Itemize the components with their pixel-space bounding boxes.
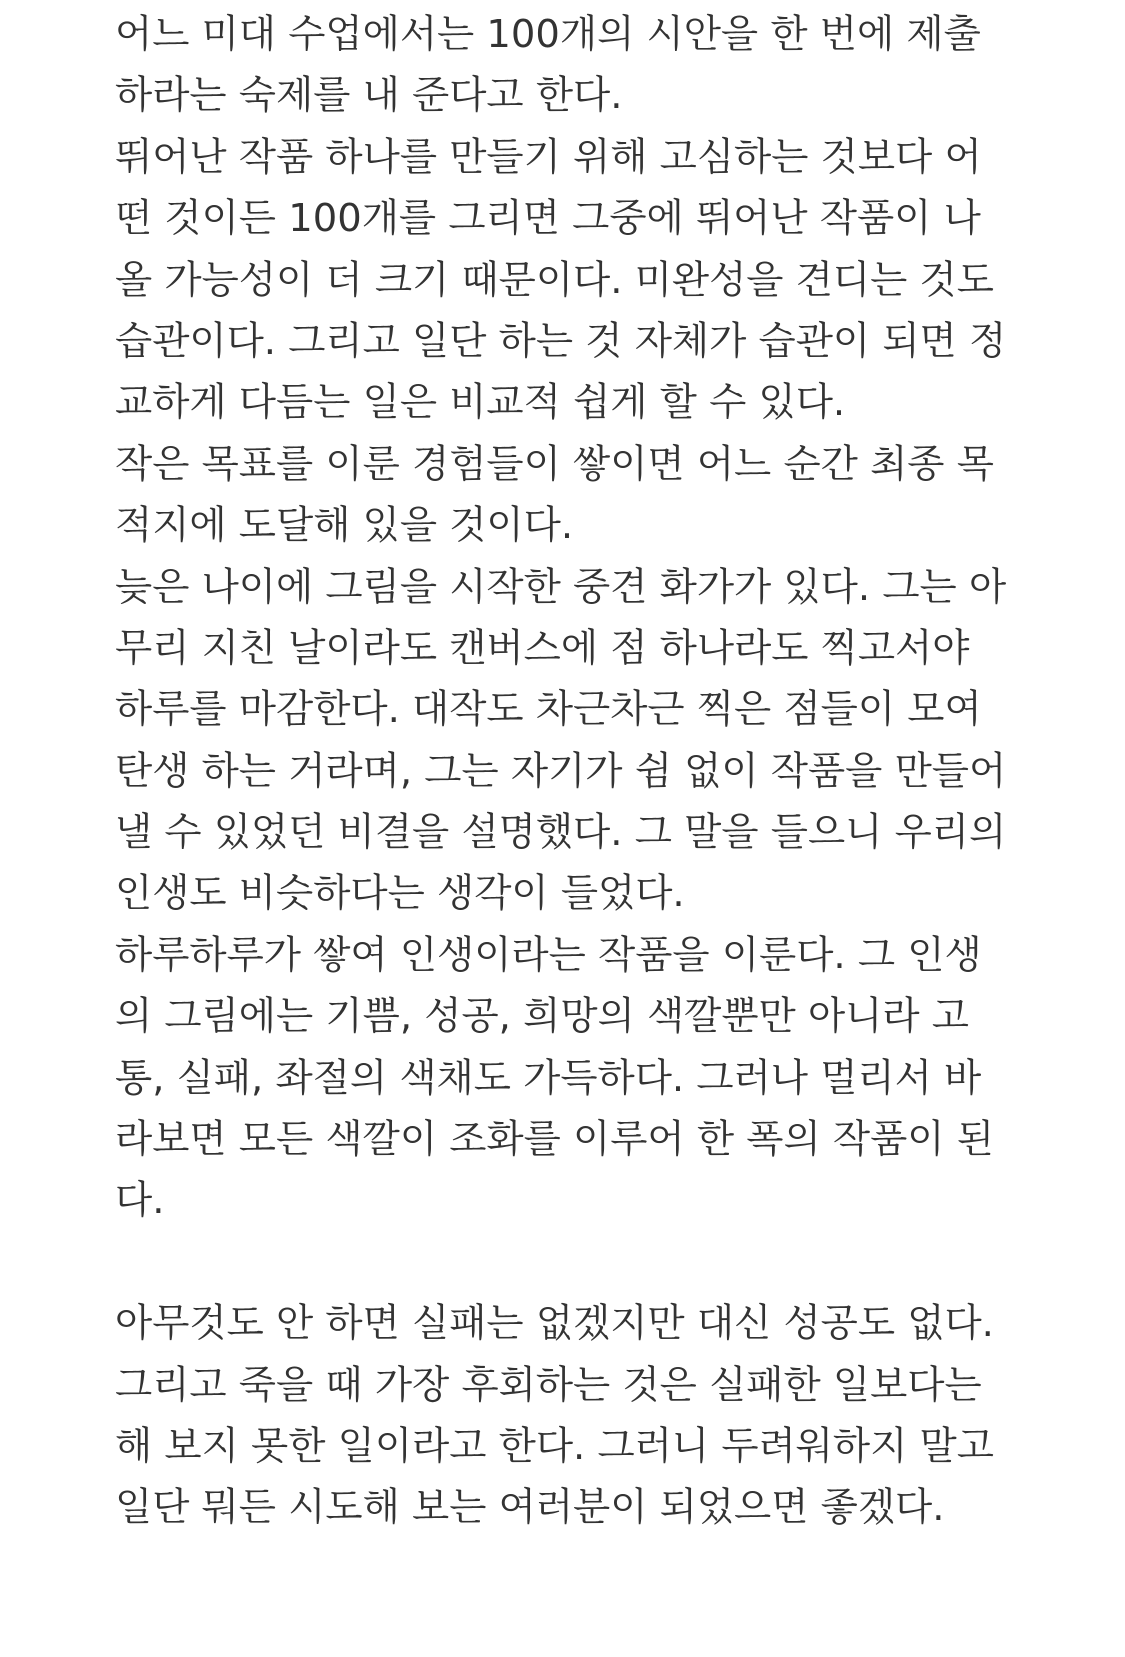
text-line: 낼 수 있었던 비결을 설명했다. 그 말을 들으니 우리의 (115, 810, 1007, 856)
text-line: 일단 뭐든 시도해 보는 여러분이 되었으면 좋겠다. (115, 1485, 945, 1531)
text-line: 적지에 도달해 있을 것이다. (115, 503, 574, 549)
paragraph-gap (115, 1232, 1075, 1293)
document-body (115, 4, 1075, 1539)
text-line: 통, 실패, 좌절의 색채도 가득하다. 그러나 멀리서 바 (115, 1055, 982, 1101)
text-line: 무리 지친 날이라도 캔버스에 점 하나라도 찍고서야 (115, 625, 970, 671)
text-line: 늦은 나이에 그림을 시작한 중견 화가가 있다. 그는 아 (115, 564, 1007, 610)
text-line: 라보면 모든 색깔이 조화를 이루어 한 폭의 작품이 된 (115, 1117, 994, 1163)
text-line: 교하게 다듬는 일은 비교적 쉽게 할 수 있다. (115, 380, 846, 426)
text-line: 떤 것이든 100개를 그리면 그중에 뛰어난 작품이 나 (115, 196, 981, 242)
text-line: 어느 미대 수업에서는 100개의 시안을 한 번에 제출 (115, 12, 981, 57)
text-line: 그리고 죽을 때 가장 후회하는 것은 실패한 일보다는 (115, 1362, 982, 1408)
text-line: 다. (115, 1178, 165, 1224)
text-line: 해 보지 못한 일이라고 한다. 그러니 두려워하지 말고 (115, 1423, 994, 1469)
text-line: 뛰어난 작품 하나를 만들기 위해 고심하는 것보다 어 (115, 134, 982, 180)
text-line: 올 가능성이 더 크기 때문이다. 미완성을 견디는 것도 (115, 257, 994, 303)
text-line: 작은 목표를 이룬 경험들이 쌓이면 어느 순간 최종 목 (115, 441, 994, 487)
text-line: 하루하루가 쌓여 인생이라는 작품을 이룬다. 그 인생 (115, 932, 982, 978)
text-line: 하라는 숙제를 내 준다고 한다. (115, 73, 623, 119)
text-line: 아무것도 안 하면 실패는 없겠지만 대신 성공도 없다. (115, 1301, 994, 1347)
text-line: 탄생 하는 거라며, 그는 자기가 쉼 없이 작품을 만들어 (115, 748, 1007, 794)
text-line: 인생도 비슷하다는 생각이 들었다. (115, 871, 685, 917)
text-line: 의 그림에는 기쁨, 성공, 희망의 색깔뿐만 아니라 고 (115, 994, 969, 1040)
text-line: 하루를 마감한다. 대작도 차근차근 찍은 점들이 모여 (115, 687, 982, 733)
text-line: 습관이다. 그리고 일단 하는 것 자체가 습관이 되면 정 (115, 318, 1007, 364)
